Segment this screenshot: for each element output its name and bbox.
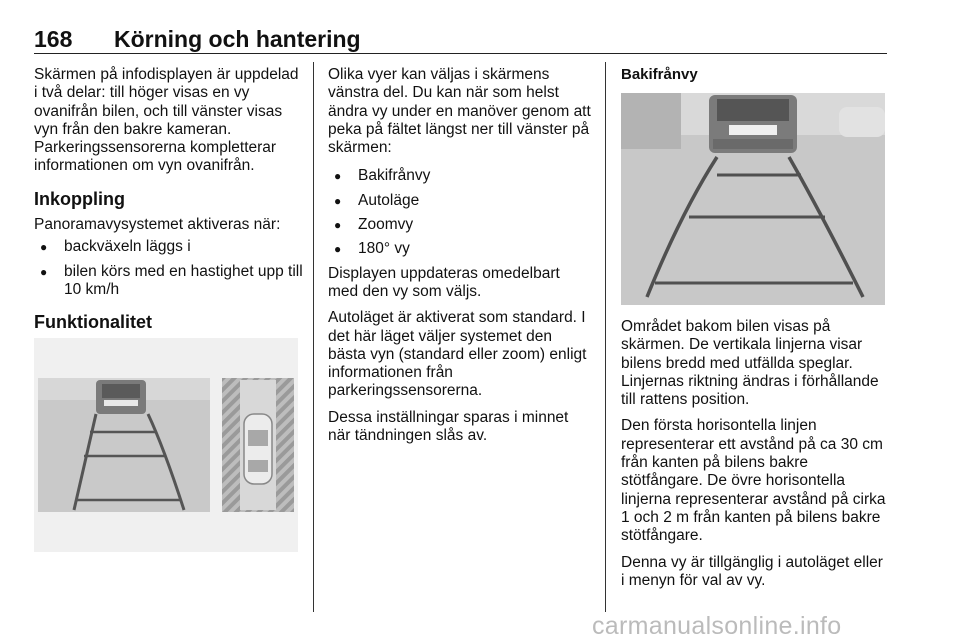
page-header: [34, 23, 887, 54]
split-view-illustration: [34, 338, 298, 552]
column-divider: [313, 62, 314, 612]
list-item: ● backväxeln läggs i: [34, 238, 304, 256]
column-divider: [605, 62, 606, 612]
column-2: [328, 66, 594, 453]
distance-paragraph: Den första horisontella linjen representerar ett avstånd på ca 30 cm från kanten på bilens bakre stötfångare. De övre horisontella linjerna representerar avstånd på cirka 1 och 2 m från kanten på bilens bakre stötfångare.: [621, 417, 886, 545]
heading-bakifranvy: Bakifrånvy: [621, 66, 698, 83]
intro-paragraph: Skärmen på infodisplayen är uppdelad i två delar: till höger visas en vy ovanifrån bilen, och till vänster visas vyn från den bakre kameran. Parkeringssensorerna kompletterar informationen om vyn ovanifrån.: [34, 66, 299, 175]
view-list: [328, 167, 594, 258]
column-3: [621, 66, 887, 94]
view-intro-paragraph: Olika vyer kan väljas i skärmens vänstra del. Du kan när som helst ändra vy under en manöver genom att peka på fältet längst ner till vänster på skärmen:: [328, 66, 591, 157]
heading-inkoppling: Inkoppling: [34, 188, 125, 209]
activation-list: [34, 238, 304, 299]
rear-camera-illustration: [621, 93, 885, 305]
memory-paragraph: Dessa inställningar sparas i minnet när tändningen slås av.: [328, 408, 569, 445]
list-item: ● Autoläge: [328, 192, 594, 210]
list-item: ● Zoomvy: [328, 216, 594, 234]
rear-view-paragraph: Området bakom bilen visas på skärmen. De vertikala linjerna visar bilens bredd med utfällda speglar. Linjernas riktning ändras i förhållande till rattens position.: [621, 318, 879, 409]
list-item: ● 180° vy: [328, 240, 594, 258]
column-3-text: [621, 318, 887, 598]
activation-text: Panoramavysystemet aktiveras när:: [34, 216, 281, 234]
list-item: ● bilen körs med en hastighet upp till 10 km/h: [34, 263, 304, 300]
heading-funktionalitet: Funktionalitet: [34, 312, 152, 333]
availability-paragraph: Denna vy är tillgänglig i autoläget eller i menyn för val av vy.: [621, 553, 883, 589]
watermark: carmanualsonline.info: [592, 612, 842, 640]
list-item: ● Bakifrånvy: [328, 167, 594, 185]
page-title: Körning och hantering: [114, 26, 361, 52]
update-paragraph: Displayen uppdateras omedelbart med den vy som väljs.: [328, 264, 560, 300]
auto-mode-paragraph: Autoläget är aktiverat som standard. I det här läget väljer systemet den bästa vyn (standard eller zoom) enligt informationen från parkeringssensorerna.: [328, 309, 587, 400]
page-number: 168: [34, 26, 73, 52]
column-1: [34, 66, 304, 340]
